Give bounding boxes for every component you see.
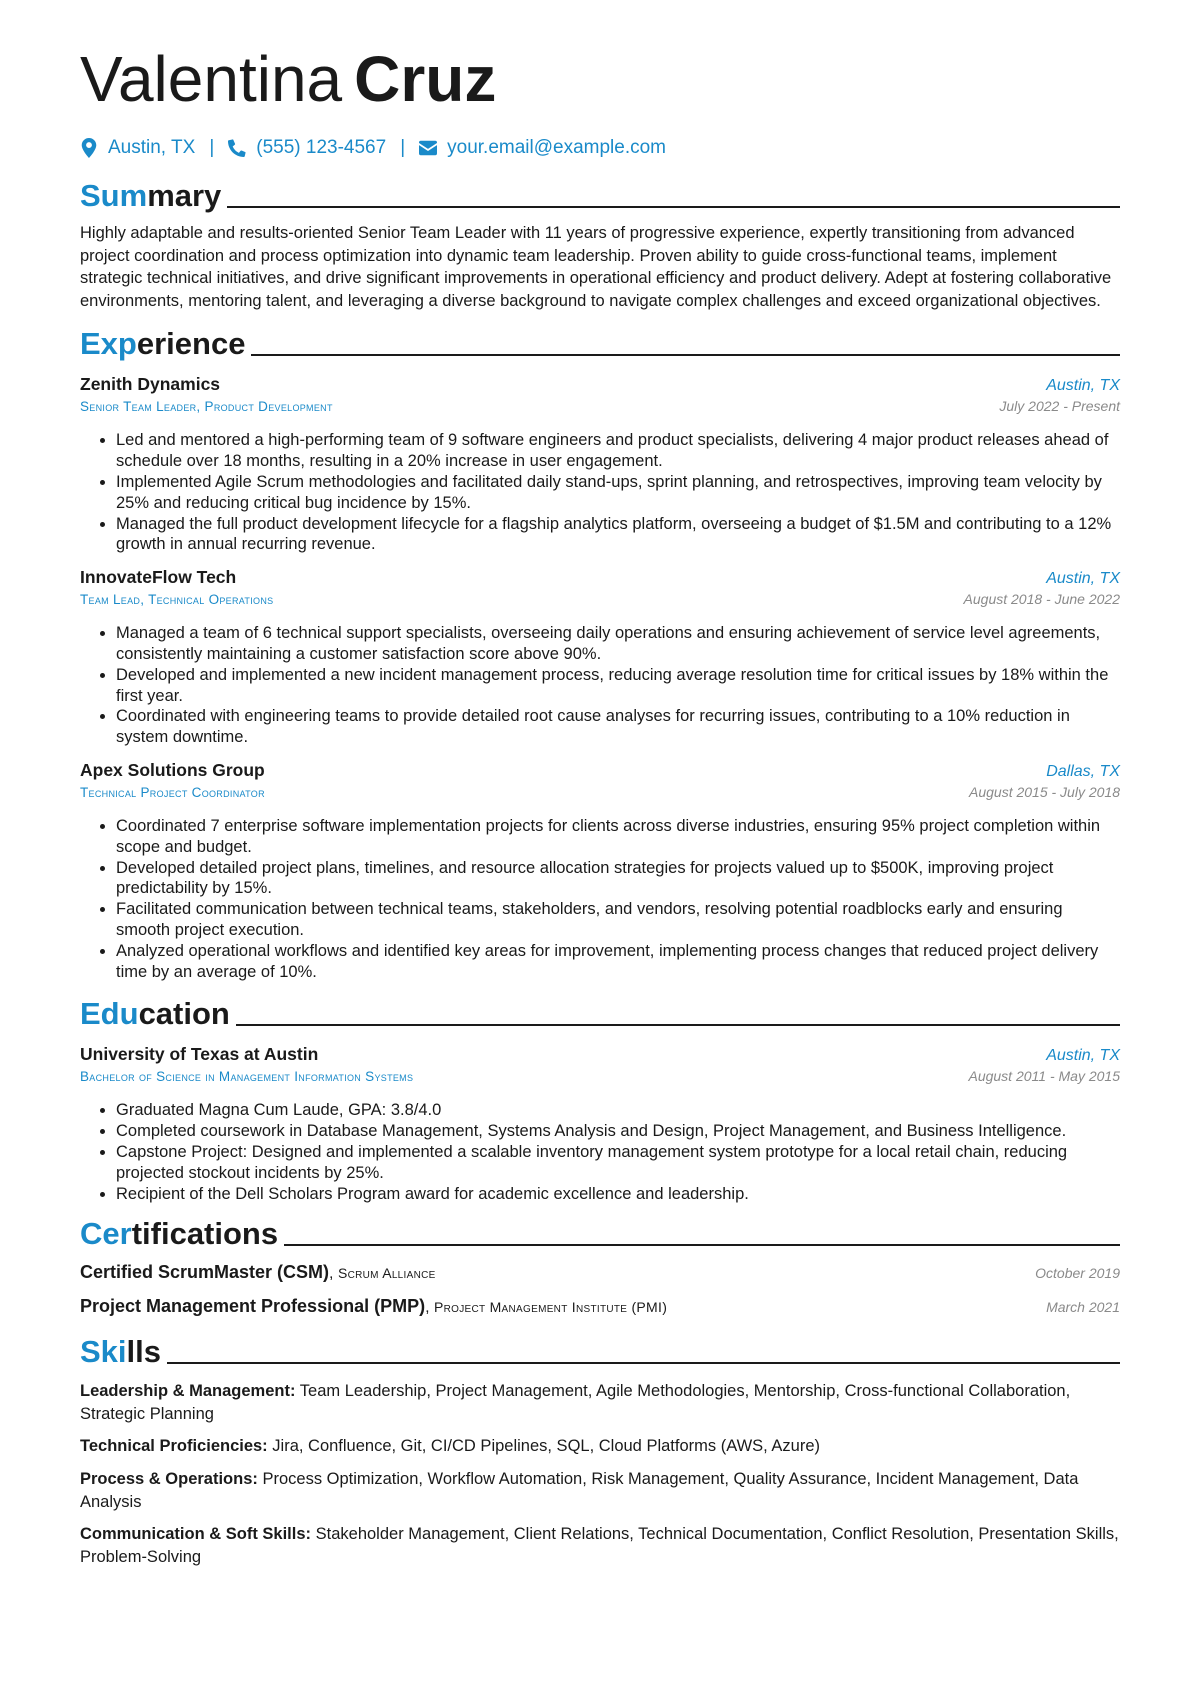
skill-group [80, 1435, 1120, 1458]
education-heading [80, 990, 1120, 1032]
summary-heading [80, 172, 1120, 214]
first-name: Valentina [80, 43, 343, 115]
experience-entry [80, 374, 1120, 555]
achievement-item: • Developed detailed project plans, timelines, and resource allocation strategies for projects valued up to $500K, improving project predictability by 15%. [116, 858, 1120, 900]
certifications-heading [80, 1210, 1120, 1252]
education-item: • Capstone Project: Designed and implemented a scalable inventory management system prototype for a local retail chain, reducing projected stockout incidents by 25%. [116, 1142, 1120, 1184]
map-pin-icon [80, 138, 98, 158]
achievement-item: • Analyzed operational workflows and identified key areas for improvement, implementing process changes that reduced project delivery time by an average of 10%. [116, 941, 1120, 983]
job-dates: July 2022 - Present [999, 398, 1120, 415]
last-name: Cruz [354, 43, 497, 115]
certification-item: Certified ScrumMaster (CSM), Scrum Alliance October 2019 [80, 1262, 1120, 1283]
certification-issuer: Scrum Alliance [337, 1265, 436, 1282]
heading-rest: lls [126, 1334, 161, 1370]
certification-name: Certified ScrumMaster (CSM) [80, 1262, 330, 1283]
experience-heading [80, 320, 1120, 362]
contact-email[interactable] [419, 137, 666, 159]
heading-accent: Edu [80, 996, 139, 1032]
skill-group-label: Communication & Soft Skills: [80, 1525, 312, 1544]
skill-group-label: Technical Proficiencies: [80, 1437, 268, 1456]
job-location: Dallas, TX [1046, 762, 1120, 780]
skill-group-label: Process & Operations: [80, 1470, 258, 1489]
section-rule [251, 354, 1120, 356]
certification-name: Project Management Professional (PMP) [80, 1296, 426, 1317]
phone-text: (555) 123-4567 [256, 137, 387, 158]
achievement-item: • Implemented Agile Scrum methodologies and facilitated daily stand-ups, sprint planning, and retrospectives, improving team velocity by 25% and reducing critical bug incidence by 15%. [116, 472, 1120, 514]
skill-group-items: Stakeholder Management, Client Relations, Technical Documentation, Conflict Resolution, Presentation Skills, Problem-Solving [80, 1525, 1119, 1566]
contact-location [80, 137, 195, 159]
resume-page [80, 40, 1120, 1568]
achievement-item: • Coordinated with engineering teams to provide detailed root cause analyses for recurring issues, contributing to a 10% reduction in system downtime. [116, 706, 1120, 748]
section-rule [227, 206, 1120, 208]
skill-group [80, 1468, 1120, 1513]
school-location: Austin, TX [1046, 1047, 1120, 1065]
candidate-name [80, 40, 1120, 120]
section-rule [236, 1024, 1120, 1026]
heading-accent: Cer [80, 1216, 132, 1252]
experience-entry [80, 760, 1120, 982]
certification-issuer: Project Management Institute (PMI) [433, 1299, 668, 1316]
job-location: Austin, TX [1046, 377, 1120, 395]
skill-group [80, 1523, 1120, 1568]
education-list [80, 1100, 1120, 1204]
education-entry [80, 1044, 1120, 1204]
skill-group-items: Jira, Confluence, Git, CI/CD Pipelines, SQL, Cloud Platforms (AWS, Azure) [272, 1437, 821, 1456]
contact-separator: | [209, 137, 215, 158]
education-dates: August 2011 - May 2015 [968, 1068, 1120, 1085]
achievement-list [80, 430, 1120, 555]
job-dates: August 2018 - June 2022 [963, 591, 1120, 608]
summary-text: Highly adaptable and results-oriented Senior Team Leader with 11 years of progressive experience, expertly transitioning from advanced project coordination and process optimization into dynamic team leadership. Proven ability to guide cross-functional teams, implement strategic technical initiatives, and drive significant improvements in operational efficiency and product delivery. Adept at fostering collaborative environments, mentoring talent, and leveraging a diverse background to navigate complex challenges and exceed organizational objectives. [80, 224, 1112, 310]
achievement-item: • Coordinated 7 enterprise software implementation projects for clients across diverse industries, ensuring 95% project completion within scope and budget. [116, 816, 1120, 858]
skill-group [80, 1380, 1120, 1425]
heading-rest: cation [138, 996, 230, 1032]
education-item: • Graduated Magna Cum Laude, GPA: 3.8/4.0 [116, 1100, 1120, 1121]
email-text: your.email@example.com [447, 137, 666, 158]
section-rule [167, 1362, 1120, 1364]
certification-date: October 2019 [1035, 1265, 1120, 1282]
education-item: • Completed coursework in Database Management, Systems Analysis and Design, Project Management, and Business Intelligence. [116, 1121, 1120, 1142]
heading-rest: mary [147, 178, 222, 213]
achievement-item: • Managed a team of 6 technical support specialists, overseeing daily operations and ensuring achievement of service level agreements, consistently maintaining a customer satisfaction score above 90%. [116, 623, 1120, 665]
degree-title: Bachelor of Science in Management Information Systems [80, 1069, 414, 1085]
location-text: Austin, TX [108, 137, 196, 158]
achievement-item: • Led and mentored a high-performing team of 9 software engineers and product specialists, delivering 4 major product releases ahead of schedule over 18 months, resulting in a 20% increase in user engagement. [116, 430, 1120, 472]
job-title: Senior Team Leader, Product Development [80, 399, 333, 415]
contact-phone[interactable] [228, 137, 386, 159]
school-name: University of Texas at Austin [80, 1044, 319, 1065]
certification-date: March 2021 [1046, 1299, 1120, 1316]
achievement-item: • Developed and implemented a new incident management process, reducing average resolution time for critical issues by 18% within the first year. [116, 665, 1120, 707]
skill-group-items: Team Leadership, Project Management, Agile Methodologies, Mentorship, Cross-functional Collaboration, Strategic Planning [80, 1382, 1071, 1423]
job-title: Team Lead, Technical Operations [80, 592, 274, 608]
job-title: Technical Project Coordinator [80, 784, 265, 800]
phone-icon [228, 138, 246, 158]
company-name: Zenith Dynamics [80, 374, 221, 395]
achievement-list [80, 623, 1120, 748]
achievement-item: • Facilitated communication between technical teams, stakeholders, and vendors, resolving potential roadblocks early and ensuring smooth project execution. [116, 899, 1120, 941]
contact-separator: | [400, 137, 406, 158]
contact-bar [80, 134, 1120, 162]
education-item: • Recipient of the Dell Scholars Program award for academic excellence and leadership. [116, 1184, 1120, 1205]
certification-item: Project Management Professional (PMP), Project Management Institute (PMI) March 2021 [80, 1296, 1120, 1317]
job-dates: August 2015 - July 2018 [969, 783, 1120, 800]
heading-accent: Sum [80, 178, 148, 213]
job-location: Austin, TX [1046, 570, 1120, 588]
skill-group-items: Process Optimization, Workflow Automation, Risk Management, Quality Assurance, Incident Management, Data Analysis [80, 1470, 1079, 1511]
heading-rest: tifications [131, 1216, 279, 1252]
envelope-icon [419, 138, 437, 158]
experience-entry [80, 567, 1120, 748]
skill-group-label: Leadership & Management: [80, 1382, 296, 1401]
heading-rest: erience [136, 326, 246, 362]
skills-heading [80, 1328, 1120, 1370]
achievement-item: • Managed the full product development lifecycle for a flagship analytics platform, overseeing a budget of $1.5M and contributing to a 12% growth in annual recurring revenue. [116, 514, 1120, 556]
heading-accent: Ski [80, 1334, 127, 1370]
section-rule [284, 1244, 1120, 1246]
achievement-list [80, 816, 1120, 982]
heading-accent: Exp [80, 326, 137, 362]
company-name: Apex Solutions Group [80, 759, 265, 780]
company-name: InnovateFlow Tech [80, 567, 237, 588]
